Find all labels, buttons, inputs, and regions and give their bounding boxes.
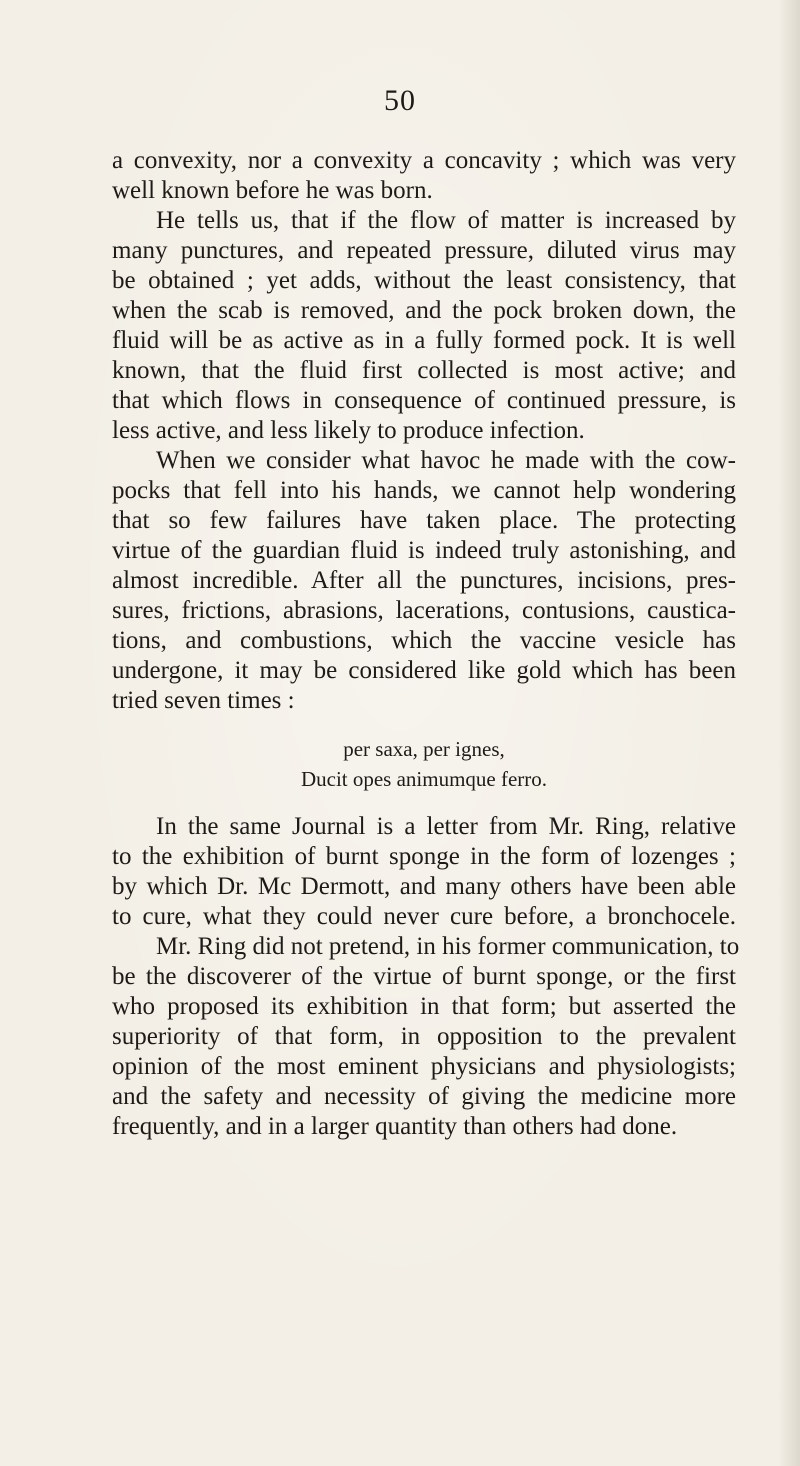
body-text <box>112 146 740 1142</box>
text-line: tions, and combustions, which the vaccine vesicle has <box>112 627 736 654</box>
text-line: who proposed its exhibition in that form; but asserted the <box>112 993 736 1020</box>
text-line: fluid will be as active as in a fully formed pock. It is well <box>112 327 736 354</box>
verse-line: per saxa, per ignes, <box>343 737 505 761</box>
text-line: be the discoverer of the virtue of burnt sponge, or the first <box>112 963 736 990</box>
text-line: tried seven times : <box>112 687 295 714</box>
text-line: frequently, and in a larger quantity than others had done. <box>112 1113 678 1140</box>
text-line: He tells us, that if the flow of matter is increased by <box>156 207 736 234</box>
text-line: almost incredible. After all the punctures, incisions, pres- <box>112 567 736 594</box>
text-line: be obtained ; yet adds, without the least consistency, that <box>112 267 736 294</box>
text-line: In the same Journal is a letter from Mr. Ring, relative <box>156 813 736 840</box>
text-line: undergone, it may be considered like gold which has been <box>112 657 736 684</box>
verse-line: Ducit opes animumque ferro. <box>300 767 548 791</box>
text-line: When we consider what havoc he made with the cow- <box>156 447 736 474</box>
text-line: that so few failures have taken place. The protecting <box>112 507 736 534</box>
text-line: that which flows in consequence of continued pressure, is <box>112 387 736 414</box>
text-line: superiority of that form, in opposition to the prevalent <box>112 1023 736 1050</box>
text-line: less active, and less likely to produce infection. <box>112 417 585 444</box>
text-line: to cure, what they could never cure before, a bronchocele. <box>112 903 736 930</box>
text-line: known, that the fluid first collected is most active; and <box>112 357 736 384</box>
text-line: and the safety and necessity of giving the medicine more <box>112 1083 736 1110</box>
text-line: opinion of the most eminent physicians and physiologists; <box>112 1053 736 1080</box>
text-line: well known before he was born. <box>112 177 433 204</box>
page-edge-shadow <box>778 0 800 1466</box>
text-line: when the scab is removed, and the pock broken down, the <box>112 297 736 324</box>
text-line: a convexity, nor a convexity a concavity ; which was very <box>112 147 736 174</box>
text-line: sures, frictions, abrasions, lacerations, contusions, caustica- <box>112 597 736 624</box>
page-number: 50 <box>384 84 416 117</box>
text-line: virtue of the guardian fluid is indeed truly astonishing, and <box>112 537 736 564</box>
text-line: to the exhibition of burnt sponge in the form of lozenges ; <box>112 843 736 870</box>
text-line: by which Dr. Mc Dermott, and many others have been able <box>112 873 736 900</box>
text-line: pocks that fell into his hands, we cannot help wondering <box>112 477 736 504</box>
text-line: many punctures, and repeated pressure, diluted virus may <box>112 237 736 264</box>
text-line: Mr. Ring did not pretend, in his former communication, to <box>156 933 740 960</box>
